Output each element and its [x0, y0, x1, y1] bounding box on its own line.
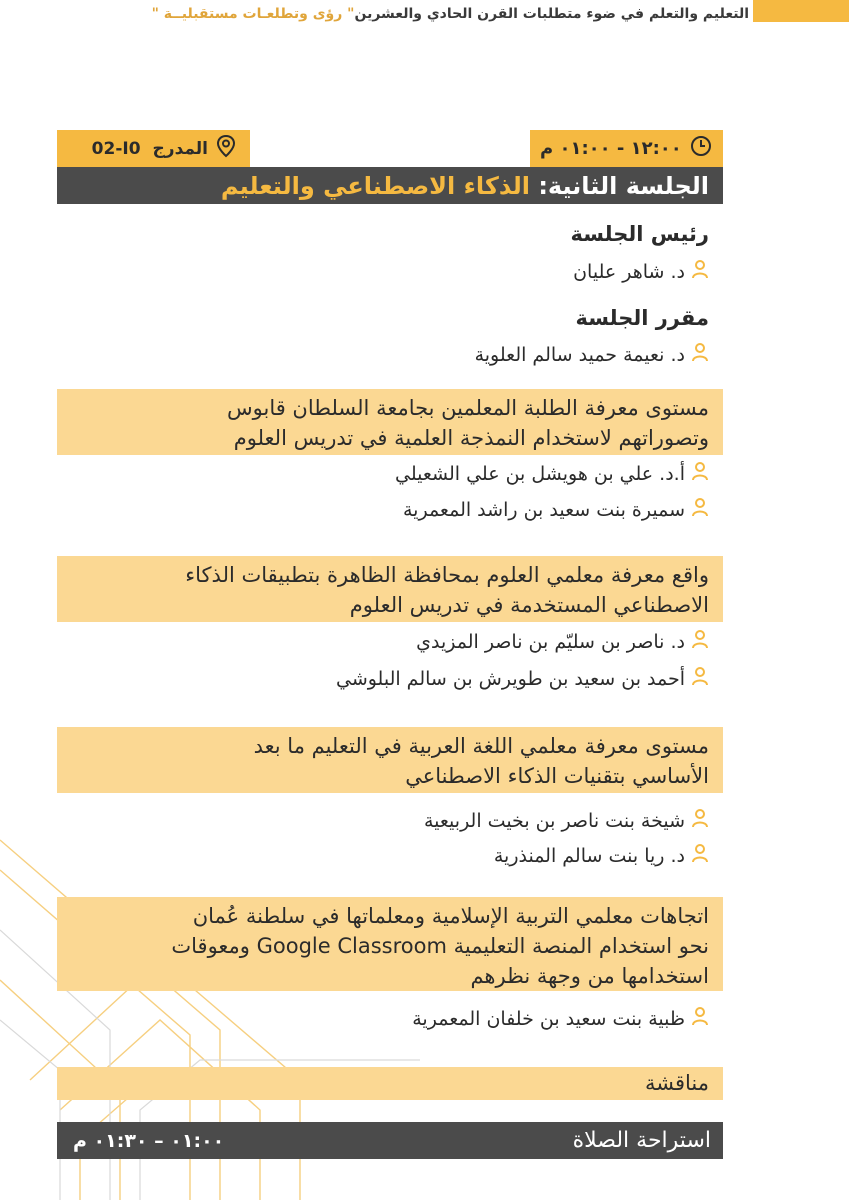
- conference-title: [69, 6, 749, 22]
- paper-2-line-2: الاصطناعي المستخدمة في تدريس العلوم: [349, 593, 709, 617]
- clock-icon: [690, 135, 712, 162]
- paper-1-title: [57, 389, 723, 455]
- paper-4-line-2: [67, 931, 709, 961]
- conference-title-subtitle: " رؤى وتطلعـات مستقبليــة ": [151, 6, 355, 22]
- paper-3-author-2: [494, 843, 709, 868]
- paper-4-title: [57, 897, 723, 991]
- author-name: د. ناصر بن سليّم بن ناصر المزيدي: [416, 630, 685, 653]
- paper-1-line-2: وتصوراتهم لاستخدام النمذجة العلمية في تدريس العلوم: [233, 426, 709, 450]
- author-name: سميرة بنت سعيد بن راشد المعمرية: [402, 498, 685, 521]
- location-pin-icon: [216, 134, 236, 163]
- chair-heading: رئيس الجلسة: [570, 222, 709, 246]
- rapporteur-name: د. نعيمة حميد سالم العلوية: [474, 343, 685, 366]
- session-title-bar: [57, 167, 723, 204]
- session-title-topic: الذكاء الاصطناعي والتعليم: [220, 171, 530, 200]
- author-name: أحمد بن سعيد بن طويرش بن سالم البلوشي: [335, 667, 685, 690]
- paper-3-author-1: [424, 808, 709, 833]
- conference-title-main: التعليم والتعلم في ضوء متطلبات القرن الحادي والعشرين: [354, 6, 749, 22]
- paper-4-author-1: [412, 1006, 709, 1031]
- session-title-prefix: الجلسة الثانية:: [538, 171, 709, 200]
- paper-1-author-2: [403, 497, 709, 522]
- break-time: ٠١:٠٠ – ٠١:٣٠ م: [73, 1129, 225, 1152]
- paper-2-author-2: [336, 666, 709, 691]
- break-label: استراحة الصلاة: [572, 1128, 711, 1153]
- paper-4-line-3: استخدامها من وجهة نظرهم: [470, 964, 709, 988]
- discussion-bar: [57, 1067, 723, 1100]
- person-icon: [691, 461, 709, 486]
- prayer-break-bar: [57, 1122, 723, 1159]
- author-name: د. ريا بنت سالم المنذرية: [493, 844, 685, 867]
- google-classroom-text: Google Classroom: [256, 934, 447, 958]
- paper-2-author-1: [416, 629, 709, 654]
- session-time: ١٢:٠٠ - ٠١:٠٠ م: [540, 138, 682, 159]
- paper-4-line-1: اتجاهات معلمي التربية الإسلامية ومعلماتها في سلطنة عُمان: [192, 904, 709, 928]
- chair-name: د. شاهر عليان: [573, 260, 685, 283]
- paper-3-title: [57, 727, 723, 793]
- session-location-box: [57, 130, 250, 167]
- session-time-box: [530, 130, 723, 167]
- person-icon: [691, 843, 709, 868]
- person-icon: [691, 629, 709, 654]
- discussion-label: مناقشة: [644, 1071, 709, 1095]
- paper-1-line-1: مستوى معرفة الطلبة المعلمين بجامعة السلطان قابوس: [226, 396, 709, 420]
- paper-3-line-2: الأساسي بتقنيات الذكاء الاصطناعي: [405, 764, 709, 788]
- author-name: شيخة بنت ناصر بن بخيت الربيعية: [423, 809, 685, 832]
- paper-4-line-2-end: ومعوقات: [171, 934, 250, 958]
- header-accent-bar: [753, 0, 849, 22]
- hall-label: المدرج: [152, 138, 208, 159]
- person-icon: [691, 808, 709, 833]
- paper-1-author-1: [395, 461, 709, 486]
- paper-4-line-2-start: نحو استخدام المنصة التعليمية: [453, 934, 709, 958]
- paper-2-title: [57, 556, 723, 622]
- person-icon: [691, 342, 709, 367]
- author-name: أ.د. علي بن هويشل بن علي الشعيلي: [395, 462, 685, 485]
- author-name: ظبية بنت سعيد بن خلفان المعمرية: [412, 1007, 685, 1030]
- chair-person: [573, 259, 709, 284]
- person-icon: [691, 1006, 709, 1031]
- paper-2-line-1: واقع معرفة معلمي العلوم بمحافظة الظاهرة بتطبيقات الذكاء: [185, 563, 709, 587]
- paper-3-line-1: مستوى معرفة معلمي اللغة العربية في التعليم ما بعد: [253, 734, 709, 758]
- rapporteur-person: [475, 342, 709, 367]
- person-icon: [691, 497, 709, 522]
- rapporteur-heading: مقرر الجلسة: [575, 306, 709, 330]
- hall-code: 02-I0: [91, 138, 141, 159]
- person-icon: [691, 666, 709, 691]
- person-icon: [691, 259, 709, 284]
